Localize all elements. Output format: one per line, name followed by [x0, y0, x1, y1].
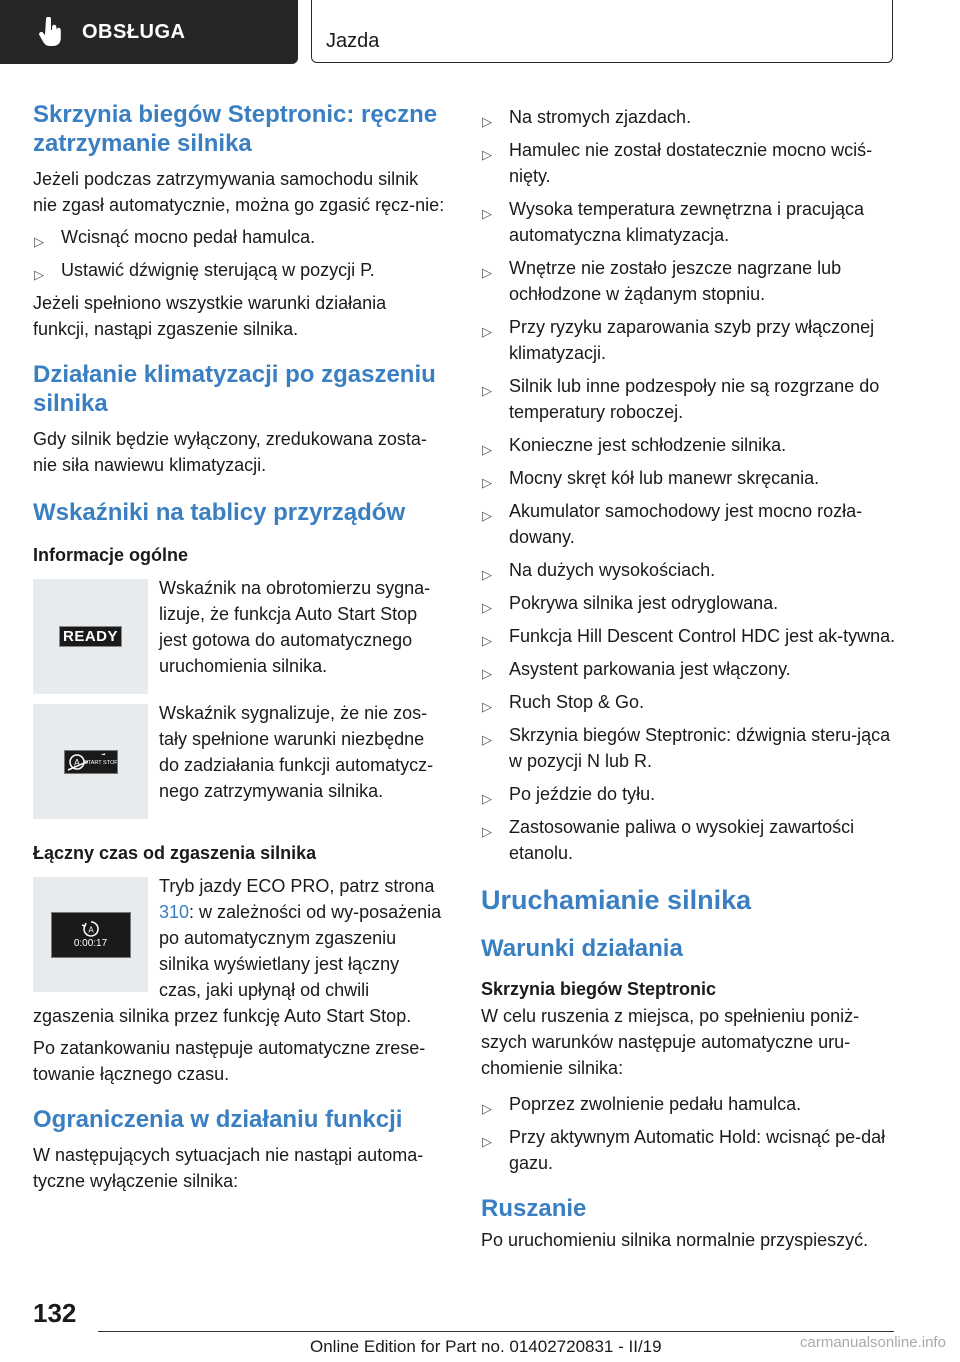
- list-item: ▷ Na stromych zjazdach.: [481, 104, 897, 130]
- list-item: ▷ Ustawić dźwignię sterującą w pozycji P.: [33, 257, 445, 283]
- list-item: ▷ Zastosowanie paliwa o wysokiej zawartości etanolu.: [482, 817, 855, 863]
- triangle-bullet-icon: ▷: [482, 1101, 492, 1116]
- list-item: ▷ Wysoka temperatura zewnętrzna i pracująca automatyczna klimatyzacja.: [482, 199, 864, 245]
- list-item: ▷ Przy ryzyku zaparowania szyb przy włączonej klimatyzacji.: [482, 317, 875, 363]
- footer-rule: [98, 1331, 894, 1332]
- triangle-bullet-icon: ▷: [482, 567, 492, 582]
- paragraph-moving: Po uruchomieniu silnika normalnie przyspieszyć.: [481, 1230, 869, 1250]
- triangle-bullet-icon: ▷: [482, 508, 492, 523]
- triangle-bullet-icon: ▷: [482, 147, 492, 162]
- auto-start-stop-timer-icon: [51, 912, 131, 958]
- list-item: ▷ Akumulator samochodowy jest mocno rozła-dowany.: [482, 501, 863, 547]
- figure-ready: [33, 579, 445, 694]
- auto-start-stop-icon: [80, 920, 102, 938]
- heading-general: Informacje ogólne: [33, 545, 189, 565]
- paragraph-conditions: W celu ruszenia z miejsca, po spełnieniu poniż-szych warunków następuje automatyczne uru-chomienie silnika:: [481, 1006, 860, 1078]
- header-chapter-label: Jazda: [326, 30, 380, 52]
- list-item: ▷ Na dużych wysokościach.: [481, 557, 897, 583]
- heading-limits: Ograniczenia w działaniu funkcji: [33, 1106, 403, 1133]
- triangle-bullet-icon: ▷: [482, 824, 492, 839]
- ready-label: READY: [59, 626, 122, 647]
- triangle-bullet-icon: ▷: [482, 600, 492, 615]
- list-item: ▷ Mocny skręt kół lub manewr skręcania.: [481, 465, 897, 491]
- right-column: [481, 104, 897, 1259]
- triangle-bullet-icon: ▷: [482, 699, 492, 714]
- list-item: ▷ Po jeździe do tyłu.: [481, 781, 897, 807]
- auto-start-stop-off-icon: [64, 750, 118, 774]
- list-item: ▷ Hamulec nie został dostatecznie mocno wciś-nięty.: [482, 140, 873, 186]
- heading-engine-start: Uruchamianie silnika: [481, 885, 752, 915]
- list-item: ▷ Wnętrze nie zostało jeszcze nagrzane lub ochłodzone w żądanym stopniu.: [482, 258, 842, 304]
- list-item: ▷ Wcisnąć mocno pedał hamulca.: [33, 224, 445, 250]
- triangle-bullet-icon: ▷: [482, 475, 492, 490]
- heading-ac: Działanie klimatyzacji po zgaszeniu silnika: [33, 361, 436, 417]
- watermark: carmanualsonline.info: [800, 1334, 946, 1351]
- page-number: 132: [33, 1298, 77, 1328]
- timer-value: 0:00:17: [73, 938, 108, 949]
- paragraph-refuel: Po zatankowaniu następuje automatyczne zrese-towanie łącznego czasu.: [33, 1038, 426, 1084]
- list-item: ▷ Ruch Stop & Go.: [481, 689, 897, 715]
- triangle-bullet-icon: ▷: [482, 1134, 492, 1149]
- list-item: ▷ Funkcja Hill Descent Control HDC jest ak-tywna.: [481, 623, 897, 649]
- figure-ready-text: Wskaźnik na obrotomierzu sygna-lizuje, że funkcja Auto Start Stop jest gotowa do automatycznego uruchomienia silnika.: [159, 578, 431, 676]
- svg-text:A: A: [73, 757, 80, 767]
- header-chapter-tab: [311, 0, 893, 63]
- triangle-bullet-icon: ▷: [482, 442, 492, 457]
- header-section-label: OBSŁUGA: [82, 20, 186, 43]
- triangle-bullet-icon: ▷: [482, 732, 492, 747]
- list-item: ▷ Poprzez zwolnienie pedału hamulca.: [481, 1091, 897, 1117]
- triangle-bullet-icon: ▷: [34, 267, 44, 282]
- paragraph-timer-cont: zgaszenia silnika przez funkcję Auto Start Stop.: [33, 1006, 412, 1026]
- list-item: ▷ Asystent parkowania jest włączony.: [481, 656, 897, 682]
- ready-indicator-image: [33, 579, 148, 694]
- heading-conditions: Warunki działania: [481, 935, 683, 962]
- heading-moving: Ruszanie: [481, 1195, 587, 1222]
- footer-edition: Online Edition for Part no. 01402720831 - II/19: [310, 1337, 662, 1356]
- svg-text:A: A: [87, 925, 94, 935]
- triangle-bullet-icon: ▷: [482, 324, 492, 339]
- heading-steptronic: Skrzynia biegów Steptronic: [481, 979, 717, 999]
- list-item: ▷ Skrzynia biegów Steptronic: dźwignia steru-jąca w pozycji N lub R.: [482, 725, 891, 771]
- startstop-indicator-image: [33, 704, 148, 819]
- paragraph-ac: Gdy silnik będzie wyłączony, zredukowana zosta-nie siła nawiewu klimatyzacji.: [33, 429, 427, 475]
- list-item: ▷ Silnik lub inne podzespoły nie są rozgrzane do temperatury roboczej.: [482, 376, 880, 422]
- paragraph-limits: W następujących sytuacjach nie nastąpi automa-tyczne wyłączenie silnika:: [33, 1145, 424, 1191]
- page-link-310[interactable]: 310: [159, 902, 190, 922]
- left-column: [33, 100, 445, 1200]
- header-section-tab: [0, 0, 298, 64]
- paragraph-manual-result: Jeżeli spełniono wszystkie warunki działania funkcji, nastąpi zgaszenie silnika.: [33, 293, 387, 339]
- figure-startstop: [33, 704, 445, 819]
- figure-startstop-text: Wskaźnik sygnalizuje, że nie zos-tały spełnione warunki niezbędne do zadziałania funkcji automatycz-nego zatrzymywania silnika.: [159, 703, 434, 801]
- triangle-bullet-icon: ▷: [482, 265, 492, 280]
- hand-pointer-icon: [38, 17, 64, 47]
- heading-manual-stop: Skrzynia biegów Steptronic: ręczne zatrzymanie silnika: [33, 101, 438, 157]
- figure-timer: [33, 877, 445, 1003]
- triangle-bullet-icon: ▷: [482, 206, 492, 221]
- figure-timer-text: Tryb jazdy ECO PRO, patrz strona 310: w zależności od wy-posażenia po automatycznym zgaszeniu silnika wyświetlany jest łączny czas, jaki upłynął od chwili: [159, 876, 442, 1000]
- paragraph-manual-stop: Jeżeli podczas zatrzymywania samochodu silnik nie zgasł automatycznie, można go zgasić ręcz-nie:: [33, 169, 445, 215]
- triangle-bullet-icon: ▷: [34, 234, 44, 249]
- list-item: ▷ Przy aktywnym Automatic Hold: wcisnąć pe-dał gazu.: [482, 1127, 886, 1173]
- triangle-bullet-icon: ▷: [482, 114, 492, 129]
- start-list: [481, 1091, 897, 1176]
- triangle-bullet-icon: ▷: [482, 666, 492, 681]
- heading-indicators: Wskaźniki na tablicy przyrządów: [33, 499, 406, 526]
- limits-list: [481, 104, 897, 866]
- triangle-bullet-icon: ▷: [482, 791, 492, 806]
- timer-indicator-image: [33, 877, 148, 992]
- svg-text:START STOP: START STOP: [83, 759, 117, 766]
- triangle-bullet-icon: ▷: [482, 383, 492, 398]
- triangle-bullet-icon: ▷: [482, 633, 492, 648]
- heading-total-time: Łączny czas od zgaszenia silnika: [33, 843, 317, 863]
- list-item: ▷ Konieczne jest schłodzenie silnika.: [481, 432, 897, 458]
- manual-stop-list: [33, 224, 445, 283]
- list-item: ▷ Pokrywa silnika jest odryglowana.: [481, 590, 897, 616]
